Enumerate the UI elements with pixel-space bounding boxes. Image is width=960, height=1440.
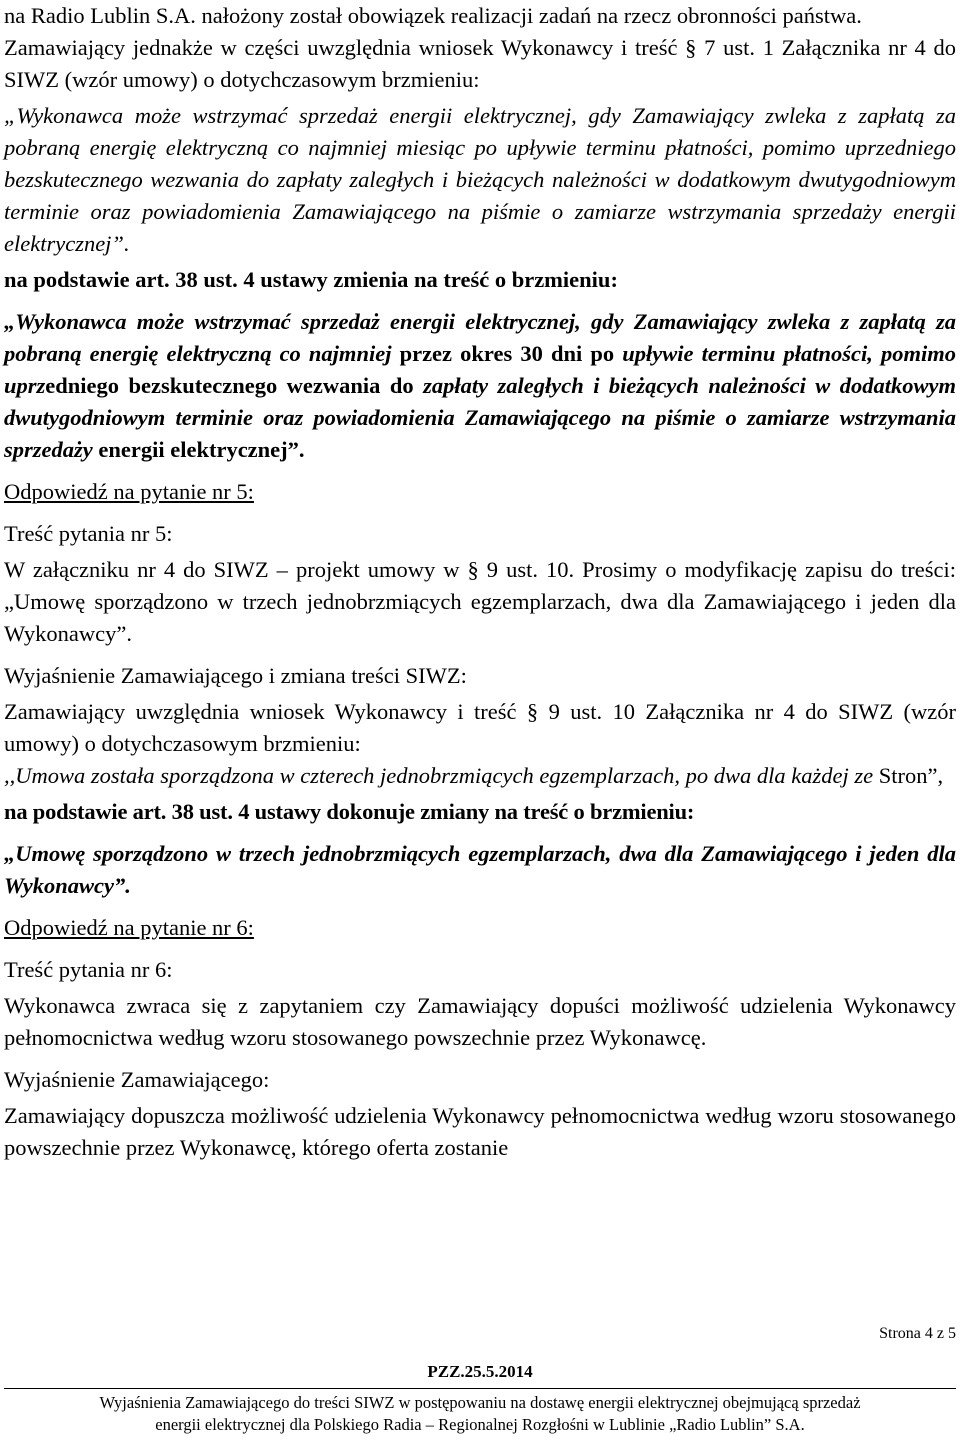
paragraph-partial-acceptance: Zamawiający jednakże w części uwzględnia wniosek Wykonawcy i treść § 7 ust. 1 Załącznika nr 4 do SIWZ (wzór umowy) o dotychczasowym brzmieniu: — [4, 35, 956, 92]
legal-basis-1: na podstawie art. 38 ust. 4 ustawy zmienia na treść o brzmieniu: — [4, 267, 618, 292]
explanation-title-6: Wyjaśnienie Zamawiającego: — [4, 1067, 270, 1092]
document-code: PZZ.25.5.2014 — [427, 1362, 533, 1381]
quote-previous-9-10: ,,Umowa została sporządzona w czterech jednobrzmiących egzemplarzach, po dwa dla każdej ze Stron”, — [4, 763, 944, 788]
explanation-text-5: Zamawiający uwzględnia wniosek Wykonawcy i treść § 9 ust. 10 Załącznika nr 4 do SIWZ (wzór umowy) o dotychczasowym brzmieniu: — [4, 699, 956, 756]
paragraph-obligation: na Radio Lublin S.A. nałożony został obowiązek realizacji zadań na rzecz obronności państwa. — [4, 3, 862, 28]
answer-heading-6: Odpowiedź na pytanie nr 6: — [4, 915, 254, 940]
question-text-6: Wykonawca zwraca się z zapytaniem czy Zamawiający dopuści możliwość udzielenia Wykonawcy pełnomocnictwa według wzoru stosowanego powszechnie przez Wykonawcę. — [4, 993, 956, 1050]
footer — [0, 1392, 960, 1436]
explanation-title-5: Wyjaśnienie Zamawiającego i zmiana treści SIWZ: — [4, 663, 467, 688]
legal-basis-2: na podstawie art. 38 ust. 4 ustawy dokonuje zmiany na treść o brzmieniu: — [4, 799, 695, 824]
answer-heading-5: Odpowiedź na pytanie nr 5: — [4, 479, 254, 504]
footer-line-2: energii elektrycznej dla Polskiego Radia – Regionalnej Rozgłośni w Lublinie „Radio Lublin” S.A. — [155, 1415, 805, 1434]
quote-previous-7-1: „Wykonawca może wstrzymać sprzedaż energii elektrycznej, gdy Zamawiający zwleka z zapłatą za pobraną energię elektryczną co najmniej miesiąc po upływie terminu płatności, pomimo uprzedniego bezskutecznego wezwania do zapłaty zaległych i bieżących należności w dodatkowym dwutygodniowym terminie oraz powiadomienia Zamawiającego na piśmie o zamiarze wstrzymania sprzedaży energii elektrycznej”. — [4, 103, 956, 256]
explanation-text-6: Zamawiający dopuszcza możliwość udzielenia Wykonawcy pełnomocnictwa według wzoru stosowanego powszechnie przez Wykonawcę, którego oferta zostanie — [4, 1103, 956, 1160]
footer-line-1: Wyjaśnienia Zamawiającego do treści SIWZ w postępowaniu na dostawę energii elektrycznej obejmującą sprzedaż — [99, 1393, 861, 1412]
quote-new-7-1: „Wykonawca może wstrzymać sprzedaż energii elektrycznej, gdy Zamawiający zwleka z zapłatą za pobraną energię elektryczną co najmniej przez okres 30 dni po upływie terminu płatności, pomimo uprzedniego bezskutecznego wezwania do zapłaty zaległych i bieżących należności w dodatkowym dwutygodniowym terminie oraz powiadomienia Zamawiającego na piśmie o zamiarze wstrzymania sprzedaży energii elektrycznej”. — [4, 309, 956, 462]
page-number: Strona 4 z 5 — [879, 1325, 956, 1342]
question-text-5: W załączniku nr 4 do SIWZ – projekt umowy w § 9 ust. 10. Prosimy o modyfikację zapisu do treści: „Umowę sporządzono w trzech jednobrzmiących egzemplarzach, dwa dla Zamawiającego i jeden dla Wykonawcy”. — [4, 557, 956, 646]
footer-divider — [4, 1388, 956, 1389]
quote-new-9-10: „Umowę sporządzono w trzech jednobrzmiących egzemplarzach, dwa dla Zamawiającego i jeden dla Wykonawcy”. — [4, 841, 956, 898]
question-title-5: Treść pytania nr 5: — [4, 521, 173, 546]
question-title-6: Treść pytania nr 6: — [4, 957, 173, 982]
